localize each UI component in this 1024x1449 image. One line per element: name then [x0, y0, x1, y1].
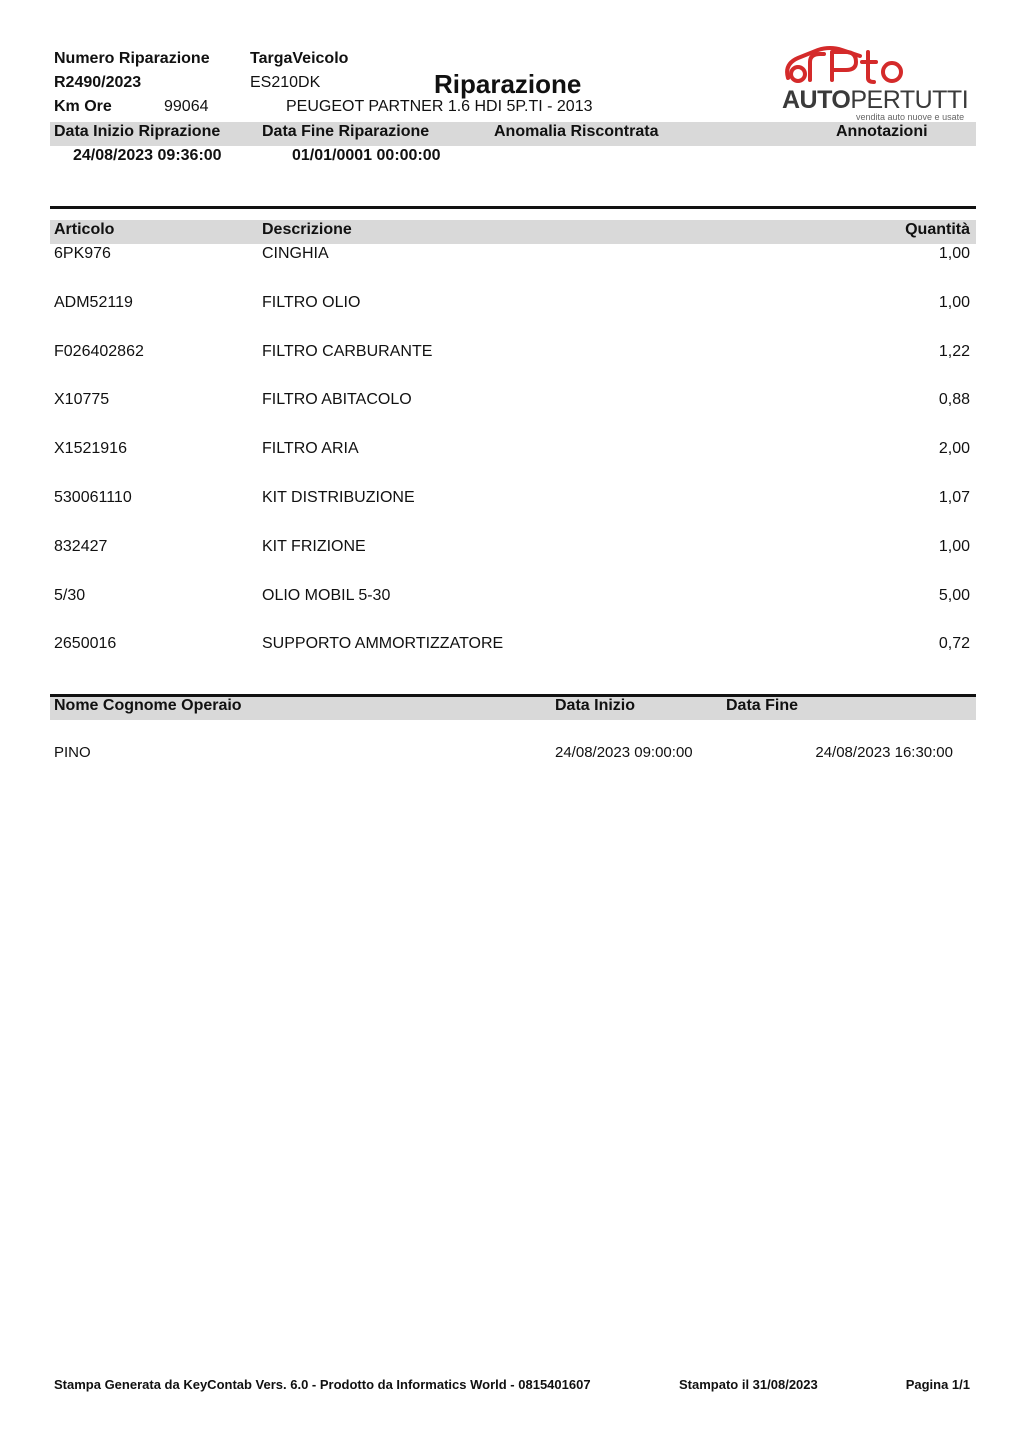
- footer-generated: Stampa Generata da KeyContab Vers. 6.0 - Prodotto da Informatics World - 0815401607: [54, 1377, 591, 1392]
- article-description: CINGHIA: [262, 245, 329, 262]
- numero-value: R2490/2023: [54, 74, 142, 91]
- worker-name: PINO: [54, 744, 91, 761]
- articles-top-rule: [50, 206, 976, 209]
- page-title: Riparazione: [434, 69, 582, 99]
- article-quantity: 0,72: [938, 635, 970, 652]
- col-end-date: Data Fine Riparazione: [262, 123, 430, 140]
- article-code: X1521916: [54, 440, 127, 457]
- km-value: 99064: [164, 98, 209, 115]
- col-start-date: Data Inizio Riprazione: [54, 123, 221, 140]
- targa-label: TargaVeicolo: [250, 50, 349, 67]
- logo-word-auto: AUTO: [782, 86, 851, 114]
- article-code: F026402862: [54, 343, 144, 360]
- col-quantity: Quantità: [905, 221, 970, 238]
- article-code: 2650016: [54, 635, 117, 652]
- article-quantity: 1,22: [938, 343, 970, 360]
- company-logo: [780, 44, 976, 124]
- targa-value: ES210DK: [250, 74, 321, 91]
- vehicle-description: PEUGEOT PARTNER 1.6 HDI 5P.TI - 2013: [286, 98, 593, 115]
- article-quantity: 1,07: [938, 489, 970, 506]
- article-description: FILTRO ABITACOLO: [262, 391, 412, 408]
- article-code: 832427: [54, 538, 108, 555]
- article-description: OLIO MOBIL 5-30: [262, 587, 391, 604]
- article-code: 6PK976: [54, 245, 111, 262]
- article-description: FILTRO ARIA: [262, 440, 359, 457]
- car-outline-icon: [780, 44, 910, 86]
- worker-end: 24/08/2023 16:30:00: [815, 744, 953, 761]
- logo-word-pertutti: PERTUTTI: [850, 86, 969, 114]
- footer-page-number: Pagina 1/1: [905, 1377, 970, 1392]
- article-quantity: 1,00: [938, 294, 970, 311]
- col-article: Articolo: [54, 221, 115, 238]
- article-code: ADM52119: [54, 294, 133, 311]
- articles-header-band: [50, 220, 976, 244]
- numero-label: Numero Riparazione: [54, 50, 210, 67]
- article-quantity: 1,00: [938, 245, 970, 262]
- article-quantity: 2,00: [938, 440, 970, 457]
- article-description: FILTRO OLIO: [262, 294, 361, 311]
- footer-printed: Stampato il 31/08/2023: [679, 1377, 818, 1392]
- logo-tagline: vendita auto nuove e usate: [856, 112, 965, 122]
- logo-wordmark: [782, 86, 968, 115]
- article-code: X10775: [54, 391, 110, 408]
- article-description: KIT DISTRIBUZIONE: [262, 489, 415, 506]
- article-quantity: 1,00: [938, 538, 970, 555]
- article-quantity: 5,00: [938, 587, 970, 604]
- col-worker-name: Nome Cognome Operaio: [54, 697, 242, 714]
- km-label: Km Ore: [54, 98, 112, 115]
- start-date-value: 24/08/2023 09:36:00: [73, 147, 222, 164]
- worker-start: 24/08/2023 09:00:00: [555, 744, 693, 761]
- article-description: FILTRO CARBURANTE: [262, 343, 433, 360]
- end-date-value: 01/01/0001 00:00:00: [292, 147, 441, 164]
- article-quantity: 0,88: [938, 391, 970, 408]
- article-code: 5/30: [54, 587, 86, 604]
- article-description: KIT FRIZIONE: [262, 538, 366, 555]
- col-anomaly: Anomalia Riscontrata: [494, 123, 659, 140]
- col-worker-end: Data Fine: [726, 697, 799, 714]
- article-description: SUPPORTO AMMORTIZZATORE: [262, 635, 504, 652]
- col-description: Descrizione: [262, 221, 352, 238]
- col-worker-start: Data Inizio: [555, 697, 636, 714]
- col-notes: Annotazioni: [836, 123, 928, 140]
- article-code: 530061110: [54, 489, 132, 506]
